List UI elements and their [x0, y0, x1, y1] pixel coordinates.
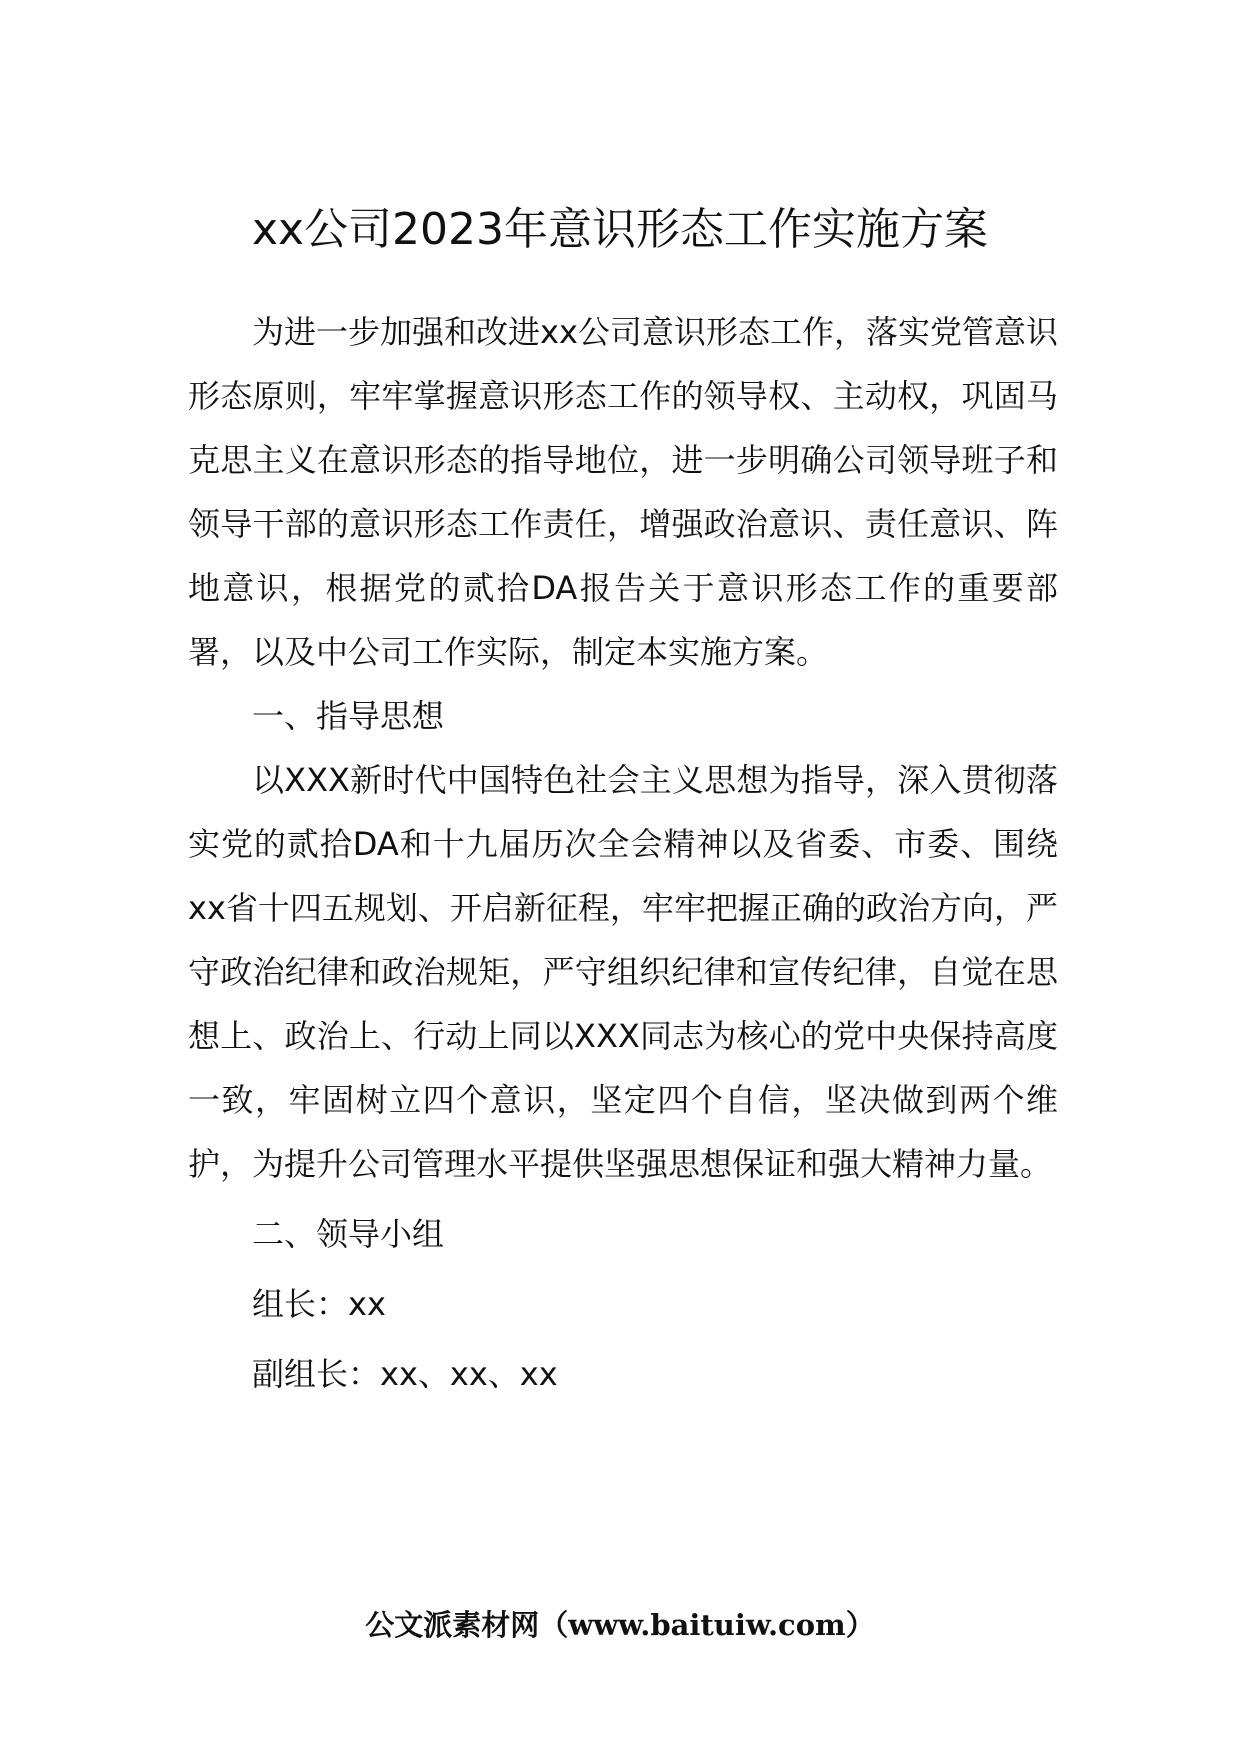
section-heading-leading-group: 二、领导小组 [252, 1215, 445, 1253]
intro-paragraph: 为进一步加强和改进xx公司意识形态工作，落实党管意识形态原则，牢牢掌握意识形态工作的领导权、主动权，巩固马克思主义在意识形态的指导地位，进一步明确公司领导班子和领导干部的意识形态工作责任，增强政治意识、责任意识、阵地意识，根据党的贰拾DA报告关于意识形态工作的重要部署，以及中公司工作实际，制定本实施方案。 [188, 313, 1058, 671]
document-body [188, 300, 1058, 1406]
section-heading-guiding-ideology: 一、指导思想 [252, 697, 445, 735]
guiding-ideology-paragraph: 以XXX新时代中国特色社会主义思想为指导，深入贯彻落实党的贰拾DA和十九届历次全会精神以及省委、市委、围绕xx省十四五规划、开启新征程，牢牢把握正确的政治方向，严守政治纪律和政治规矩，严守组织纪律和宣传纪律，自觉在思想上、政治上、行动上同以XXX同志为核心的党中央保持高度一致，牢固树立四个意识，坚定四个自信，坚决做到两个维护，为提升公司管理水平提供坚强思想保证和强大精神力量。 [188, 761, 1058, 1183]
document-title: xx公司2023年意识形态工作实施方案 [251, 204, 989, 255]
group-leader-line: 组长：xx [252, 1285, 386, 1323]
deputy-leader-line: 副组长：xx、xx、xx [252, 1355, 558, 1393]
footer-watermark: 公文派素材网（www.baituiw.com） [365, 1608, 875, 1642]
